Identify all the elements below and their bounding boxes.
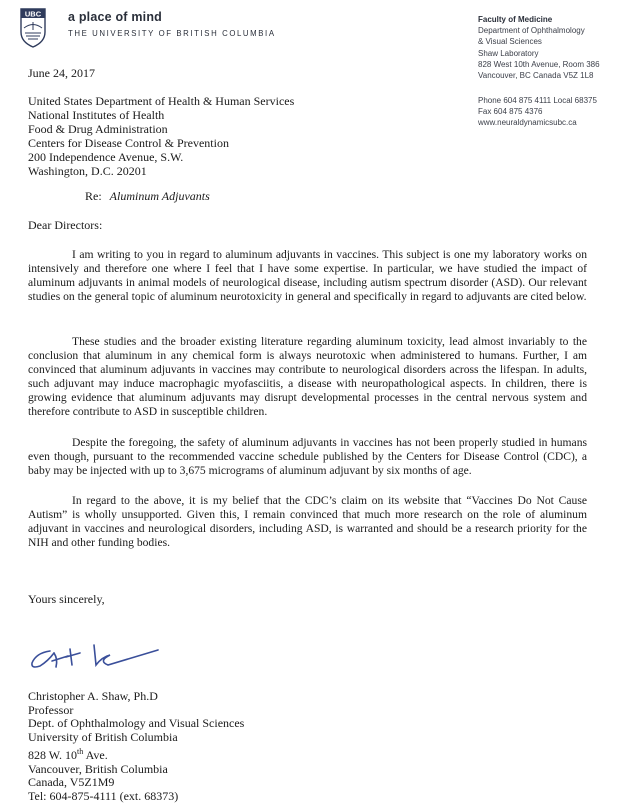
salutation: Dear Directors: bbox=[28, 218, 103, 232]
recipient-line: Washington, D.C. 20201 bbox=[28, 164, 147, 178]
dept-line: & Visual Sciences bbox=[478, 37, 542, 47]
recipient-line: Centers for Disease Control & Prevention bbox=[28, 136, 229, 150]
recipient-line: United States Department of Health & Human Services bbox=[28, 94, 295, 108]
contact-block bbox=[478, 95, 597, 129]
signer-name: Christopher A. Shaw, Ph.D bbox=[28, 689, 158, 703]
subject-line bbox=[28, 189, 210, 204]
letterhead-tagline: a place of mind bbox=[68, 10, 162, 24]
recipient-line: Food & Drug Administration bbox=[28, 122, 168, 136]
recipient-line: National Institutes of Health bbox=[28, 108, 165, 122]
closing: Yours sincerely, bbox=[28, 592, 105, 606]
signer-city: Vancouver, British Columbia bbox=[28, 761, 168, 776]
recipient-address bbox=[28, 94, 294, 178]
body-paragraph: In regard to the above, it is my belief that the CDC’s claim on its website that “Vaccines Do Not Cause Autism” is wholly unsupported. Given this, I remain convinced that much more research on the role of aluminum adjuvant in vaccines and neurological disorders, including ASD, is warranted and should be a research priority for the NIH and other funding bodies. bbox=[28, 494, 587, 549]
dept-line: Department of Ophthalmology bbox=[478, 26, 585, 36]
letterhead-university: THE UNIVERSITY OF BRITISH COLUMBIA bbox=[68, 29, 276, 38]
dept-line: Shaw Laboratory bbox=[478, 48, 539, 58]
re-label: Re: bbox=[85, 189, 102, 203]
body-paragraph: Despite the foregoing, the safety of aluminum adjuvants in vaccines has not been properly studied in humans even though, pursuant to the recommended vaccine schedule published by the Centers for Disease Control (CDC), a baby may be injected with up to 3,675 micrograms of aluminum adjuvant by six months of age. bbox=[28, 436, 587, 477]
signer-department: Dept. of Ophthalmology and Visual Sciences bbox=[28, 716, 245, 731]
crest-logo-text: UBC bbox=[24, 9, 42, 19]
street-superscript: th bbox=[77, 746, 84, 756]
street-prefix: 828 W. 10 bbox=[28, 747, 78, 762]
dept-line: Vancouver, BC Canada V5Z 1L8 bbox=[478, 71, 594, 81]
fax-line: Fax 604 875 4376 bbox=[478, 107, 543, 117]
recipient-line: 200 Independence Avenue, S.W. bbox=[28, 150, 184, 164]
body-paragraph: These studies and the broader existing literature regarding aluminum toxicity, lead almost invariably to the conclusion that aluminum in any chemical form is always neurotoxic when administered to humans. Further, I am convinced that aluminum adjuvants in vaccines may contribute to neurological disorders across the lifespan. In adults, such adjuvant may induce macrophagic myofasciitis, a disease with neuropathological aspects. In children, there is growing evidence that aluminum adjuvants may disrupt developmental processes in the central nervous system and therefore contribute to ASD in susceptible children. bbox=[28, 335, 587, 418]
handwritten-signature bbox=[28, 635, 168, 675]
re-subject: Aluminum Adjuvants bbox=[109, 189, 210, 203]
body-paragraph: I am writing to you in regard to aluminum adjuvants in vaccines. This subject is one my laboratory works on intensively and therefore one where I feel that I have some expertise. In particular, we have studied the impact of aluminum adjuvants in animal models of neurological disease, including autism spectrum disorder (ASD). Our relevant studies on the general topic of aluminum neurotoxicity in general and specifically in regard to adjuvants are cited below. bbox=[28, 248, 587, 303]
signer-country-postal: Canada, V5Z1M9 bbox=[28, 775, 115, 790]
signature-block bbox=[28, 690, 244, 804]
department-address-block bbox=[478, 14, 600, 81]
website-line: www.neuraldynamicsubc.ca bbox=[478, 118, 577, 128]
faculty-name: Faculty of Medicine bbox=[478, 15, 553, 24]
ubc-crest-logo bbox=[20, 8, 46, 48]
letter-date: June 24, 2017 bbox=[28, 66, 95, 80]
signer-title: Professor bbox=[28, 702, 74, 717]
street-suffix: Ave. bbox=[83, 747, 108, 762]
signer-university: University of British Columbia bbox=[28, 730, 178, 745]
signer-street bbox=[28, 745, 244, 763]
phone-line: Phone 604 875 4111 Local 68375 bbox=[478, 96, 597, 105]
signer-telephone: Tel: 604-875-4111 (ext. 68373) bbox=[28, 788, 179, 803]
dept-line: 828 West 10th Avenue, Room 386 bbox=[478, 59, 600, 69]
